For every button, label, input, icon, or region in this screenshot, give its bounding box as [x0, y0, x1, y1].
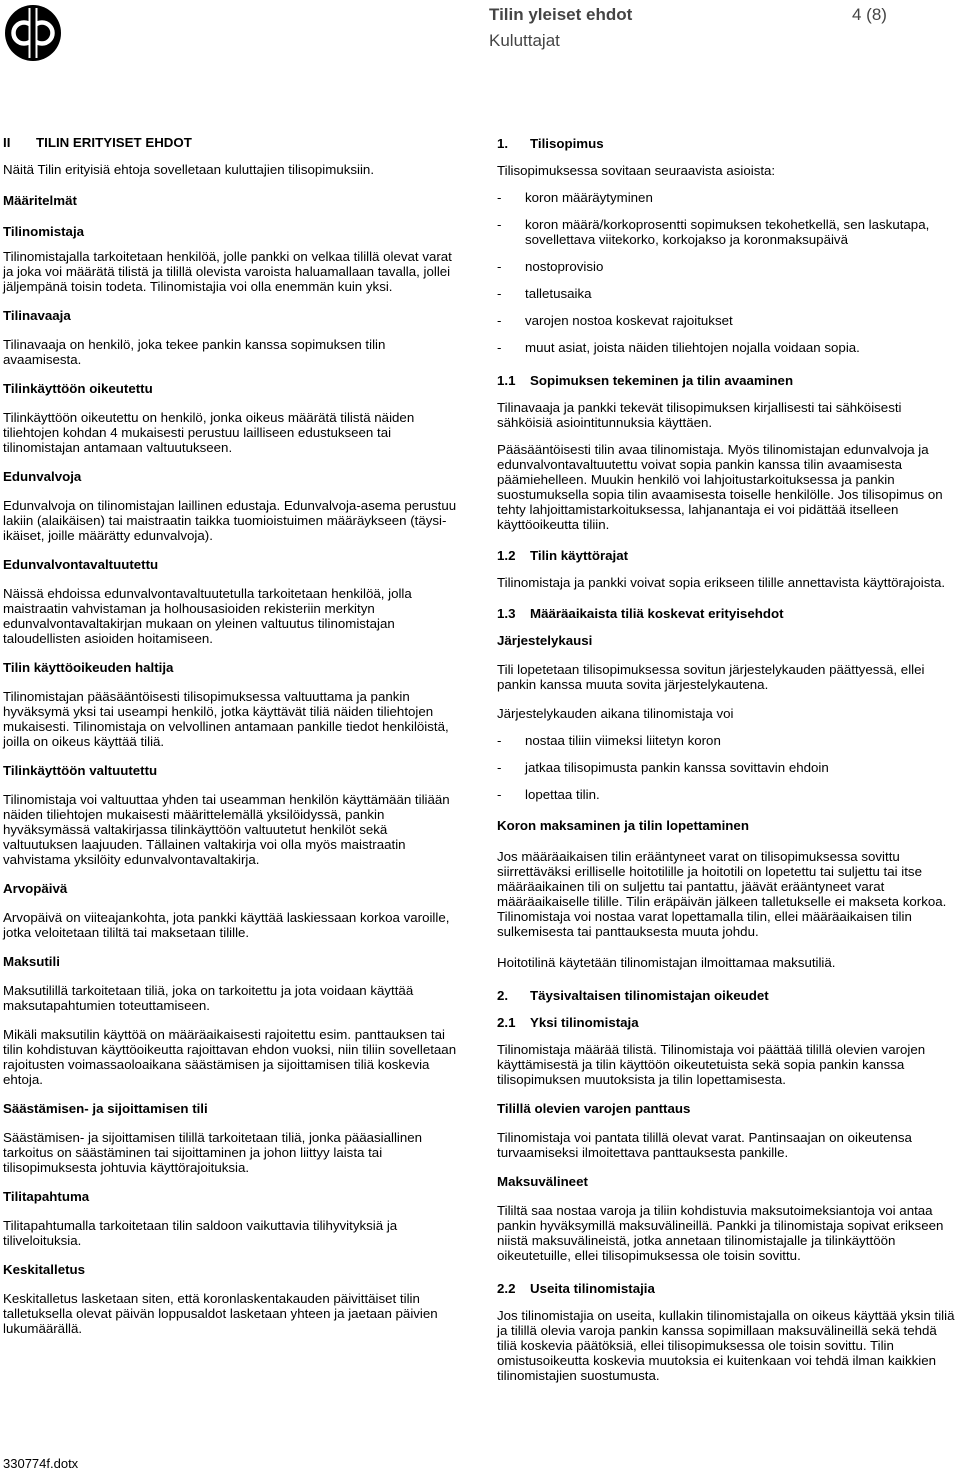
section-title: Yksi tilinomistaja — [530, 1015, 639, 1030]
subheading: Koron maksaminen ja tilin lopettaminen — [497, 818, 749, 833]
section-heading — [497, 373, 957, 388]
term-paragraph: Mikäli maksutilin käyttöä on määräaikaisesti rajoitettu esim. panttauksen tai tilin kohdistuvan käyttöoikeutta rajoittavan ehdon vuoksi, niin tiliin sovelletaan rajoitusten voimassaoloaikana säästämisen ja sijoittamisen tiliä koskevia ehtoja. — [3, 1027, 457, 1087]
document-code: 330774f.dotx — [3, 1456, 79, 1471]
subheading: Maksuvälineet — [497, 1174, 588, 1189]
left-column — [3, 135, 465, 1336]
term-heading: Tilinavaaja — [3, 308, 71, 323]
section-title: Sopimuksen tekeminen ja tilin avaaminen — [530, 373, 794, 388]
list-item: - koron määrä/korkoprosentti sopimuksen tekohetkellä, sen laskutapa, sovellettava viitekorko, korkojakso ja koronmaksupäivä — [497, 217, 930, 247]
term-paragraph: Näissä ehdoissa edunvalvontavaltuutetulla tarkoitetaan henkilöä, jolla maistraatin vahvistaman ja holhousasioiden rekisteriin merkityn edunvalvontavaltakirjan mukaan on yleinen valtuutus tilinomistajan taloudellisten asioiden hoitamiseen. — [3, 586, 412, 646]
intro-paragraph: Näitä Tilin erityisiä ehtoja sovelletaan kuluttajien tilisopimuksiin. — [3, 162, 375, 177]
section-paragraph: Järjestelykauden aikana tilinomistaja voi — [497, 706, 734, 721]
term-paragraph: Tilinomistajalla tarkoitetaan henkilöä, jolle pankki on velkaa tilillä olevat varat ja joka voi määrätä tilistä ja tilillä olevista varoista haluamallaan tavalla, jollei jäljempänä toisin todeta. Tilinomistajia voi olla enemmän kuin yksi. — [3, 249, 452, 294]
term-paragraph: Edunvalvoja on tilinomistajan laillinen edustaja. Edunvalvoja-asema perustuu lakiin (alaikäisen) tai maistraatin taikka tuomioistuimen määräykseen (täysi-ikäiset, joille määrätty edunvalvoja). — [3, 498, 457, 543]
section-title: Tilisopimus — [530, 136, 604, 151]
term-heading: Tilitapahtuma — [3, 1189, 90, 1204]
list-item: - muut asiat, joista näiden tiliehtojen nojalla voidaan sopia. — [497, 340, 860, 355]
term-heading: Arvopäivä — [3, 881, 68, 896]
term-heading: Tilin käyttöoikeuden haltija — [3, 660, 174, 675]
list-item: - nostaa tiliin viimeksi liitetyn koron — [497, 733, 721, 748]
section-paragraph: Tililtä saa nostaa varoja ja tiliin kohdistuvia maksutoimeksiantoja voi antaa pankin hyväksymillä maksuvälineillä. Pankki ja tilinomistaja sopivat erikseen niistä maksuvälineistä, jotka annetaan tilinomistajalle ja tilinkäyttöön oikeutetuille, ellei tilisopimuksessa ole toisin sovittu. — [497, 1203, 944, 1263]
term-heading: Säästämisen- ja sijoittamisen tili — [3, 1101, 208, 1116]
section-title: Määräaikaista tiliä koskevat erityisehdot — [530, 606, 784, 621]
section-paragraph: Jos määräaikaisen tilin erääntyneet varat on tilisopimuksessa sovittu siirrettäväksi erilliselle hoitotilille ja hoitotili on lopetettu tai suljettu tai itse määräaikainen tili on suljettu tai pantattu, jäävät erääntyneet varat määräaikaiselle tilille. Tilin eräpäivän jälkeen talletukselle ei makseta korkoa. Tilinomistaja voi nostaa varat lopettamalla tilin, ellei määräaikaisen tilin sulkemisesta tai panttauksesta muuta johdu. — [497, 849, 947, 939]
list-item: - jatkaa tilisopimusta pankin kanssa sovittavin ehdoin — [497, 760, 829, 775]
term-paragraph: Säästämisen- ja sijoittamisen tilillä tarkoitetaan tiliä, jonka pääasiallinen tarkoitus on säästäminen tai sijoittaminen ja johon liittyy laista tai tilisopimuksesta johtuvia käyttörajoituksia. — [3, 1130, 423, 1175]
section-heading — [497, 136, 957, 151]
term-paragraph: Tilinavaaja on henkilö, joka tekee pankin kanssa sopimuksen tilin avaamisesta. — [3, 337, 386, 367]
section-number: 2.1 — [497, 1015, 516, 1030]
section-paragraph: Tilinavaaja ja pankki tekevät tilisopimuksen kirjallisesti tai sähköisesti sähköisiä asiointitunnuksia käyttäen. — [497, 400, 902, 430]
term-paragraph: Tilinomistajan pääsääntöisesti tilisopimuksessa valtuuttama ja pankin hyväksymä yksi tai useampi henkilö, jotka käyttävät tiliä näiden tiliehtojen mukaisesti. Tilinomistaja on velvollinen antamaan pankille tiedot henkilöistä, joilla on oikeus käyttää tiliä. — [3, 689, 449, 749]
term-paragraph: Tilinomistaja voi valtuuttaa yhden tai useamman henkilön käyttämään tiliään näiden tiliehtojen mukaisesti määrittelemällä yksilöidyssä, pankin hyväksymässä valtakirjassa tilinkäyttöön valtuutetut henkilöt sekä valtuutuksen laajuuden. Tällainen valtakirja voi olla myös maistraatin vahvistama yksilöity edunvalvontavaltakirja. — [3, 792, 450, 867]
term-heading: Tilinkäyttöön oikeutettu — [3, 381, 153, 396]
term-paragraph: Tilinkäyttöön oikeutettu on henkilö, jonka oikeus määrätä tilistä näiden tiliehtojen kohdan 4 mukaisesti perustuu lailliseen edustukseen tai tilinomistajan antamaan valtuutukseen. — [3, 410, 415, 455]
term-paragraph: Maksutilillä tarkoitetaan tiliä, joka on tarkoitettu ja jota voidaan käyttää maksutapahtumien toteuttamiseen. — [3, 983, 414, 1013]
definitions-heading: Määritelmät — [3, 193, 77, 208]
section-number: 1.1 — [497, 373, 516, 388]
section-paragraph: Tilinomistaja voi pantata tilillä olevat varat. Pantinsaajan on oikeutensa turvaamiseksi ilmoitettava panttauksesta pankille. — [497, 1130, 912, 1160]
section-paragraph: Tilinomistaja määrää tilistä. Tilinomistaja voi päättää tilillä olevien varojen käyttämisestä ja tilin käyttöön oikeutetuista sekä sopia pankin kanssa tilisopimuksen muutoksista ja tilin lopettamisesta. — [497, 1042, 926, 1087]
bank-logo — [3, 3, 63, 63]
term-heading: Edunvalvontavaltuutettu — [3, 557, 159, 572]
subheading: Tilillä olevien varojen panttaus — [497, 1101, 691, 1116]
section-heading — [497, 1281, 957, 1296]
term-heading: Tilinkäyttöön valtuutettu — [3, 763, 158, 778]
section-title: Useita tilinomistajia — [530, 1281, 655, 1296]
list-item: - koron määräytyminen — [497, 190, 653, 205]
section-heading — [497, 606, 957, 621]
list-item: - talletusaika — [497, 286, 592, 301]
section-paragraph: Pääsääntöisesti tilin avaa tilinomistaja. Myös tilinomistajan edunvalvoja ja edunvalvontavaltuutettu voivat sopia pankin kanssa tilin avaamisesta päämiehelleen. Muukin henkilö voi lahjoitustarkoituksessa ja pankin suostumuksella sopia tilin avaamisesta toiselle henkilölle. Jos tilisopimus on tehty lahjoittamistarkoituksessa, lahjanantaja ei voi pidättää itselleen käyttöoikeutta tiliin. — [497, 442, 943, 532]
document-subtitle: Kuluttajat — [489, 31, 560, 50]
list-item: - varojen nostoa koskevat rajoitukset — [497, 313, 733, 328]
section-number: 1.3 — [497, 606, 516, 621]
term-heading: Edunvalvoja — [3, 469, 82, 484]
section-number: 2. — [497, 988, 509, 1003]
term-paragraph: Keskitalletus lasketaan siten, että koronlaskentakauden päivittäiset tilin talletuksella olevat päivän loppusaldot lasketaan yhteen ja jaetaan päivien lukumäärällä. — [3, 1291, 438, 1336]
list-item: - nostoprovisio — [497, 259, 604, 274]
section-number: 2.2 — [497, 1281, 516, 1296]
section-heading — [497, 988, 957, 1003]
section-title: TILIN ERITYISET EHDOT — [36, 135, 192, 150]
section-number: II — [3, 135, 11, 150]
section-title: Tilin käyttörajat — [530, 548, 629, 563]
section-paragraph: Tilinomistaja ja pankki voivat sopia erikseen tilille annettavista käyttörajoista. — [497, 575, 946, 590]
section-paragraph: Tilisopimuksessa sovitaan seuraavista asioista: — [497, 163, 776, 178]
section-title: Täysivaltaisen tilinomistajan oikeudet — [530, 988, 769, 1003]
term-heading: Keskitalletus — [3, 1262, 86, 1277]
list-item: - lopettaa tilin. — [497, 787, 600, 802]
section-heading — [497, 1015, 957, 1030]
term-paragraph: Tilitapahtumalla tarkoitetaan tilin saldoon vaikuttavia tilihyvityksiä ja tiliveloituksia. — [3, 1218, 398, 1248]
term-paragraph: Arvopäivä on viiteajankohta, jota pankki käyttää laskiessaan korkoa varoille, jotka veloitetaan tililtä tai maksetaan tilille. — [3, 910, 450, 940]
subheading: Järjestelykausi — [497, 633, 593, 648]
section-heading — [497, 548, 957, 563]
page-number: 4 (8) — [852, 5, 887, 24]
section-paragraph: Hoitotilinä käytetään tilinomistajan ilmoittamaa maksutiliä. — [497, 955, 836, 970]
section-heading — [3, 135, 465, 150]
term-heading: Tilinomistaja — [3, 224, 85, 239]
document-title: Tilin yleiset ehdot — [489, 5, 633, 24]
term-heading: Maksutili — [3, 954, 60, 969]
section-paragraph: Tili lopetetaan tilisopimuksessa sovitun järjestelykauden päättyessä, ellei pankin kanssa muuta sovita järjestelykautena. — [497, 662, 925, 692]
section-number: 1. — [497, 136, 509, 151]
right-column — [497, 136, 957, 1383]
section-paragraph: Jos tilinomistajia on useita, kullakin tilinomistajalla on oikeus käyttää yksin tiliä ja tilillä olevia varoja pankin kanssa sopimillaan maksuvälineillä sekä tehdä tiliä koskevia päätöksiä, ellei tilisopimuksessa ole toisin sovittu. Tilin omistusoikeutta koskevia muutoksia ei kuitenkaan voi tehdä ilman kaikkien tilinomistajien suostumusta. — [497, 1308, 955, 1383]
section-number: 1.2 — [497, 548, 516, 563]
